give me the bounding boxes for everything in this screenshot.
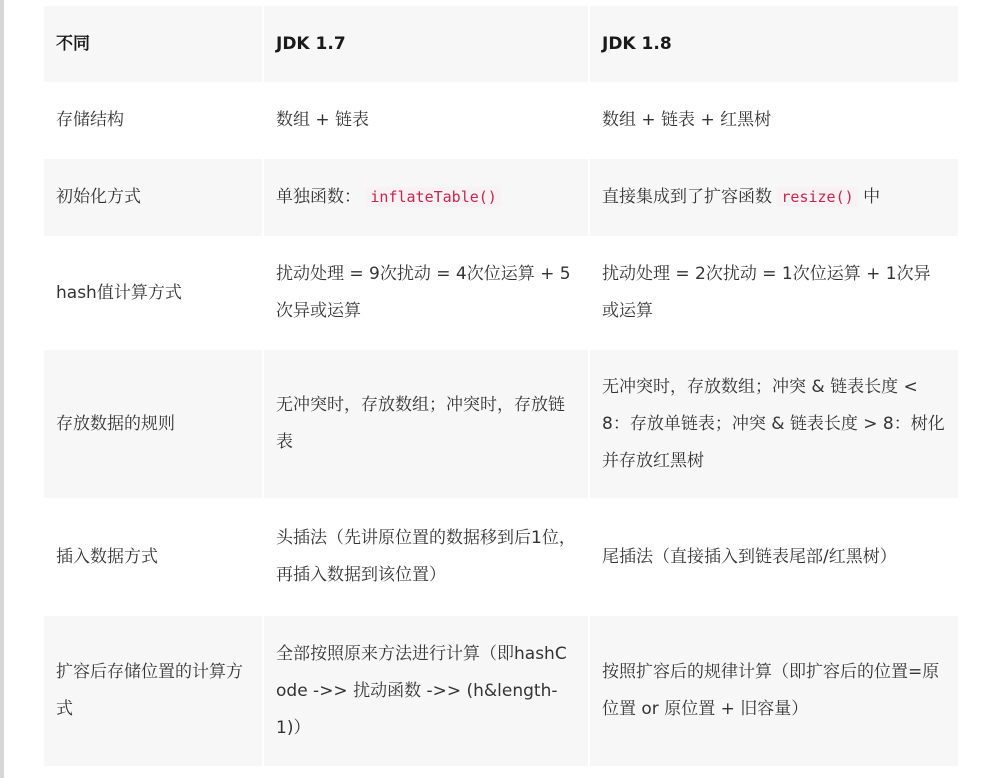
row-label: 插入数据方式 xyxy=(44,498,262,616)
cell-jdk18: 数组 + 链表 + 红黑树 xyxy=(588,82,958,159)
cell-jdk17: 全部按照原来方法进行计算（即hashCode ->> 扰动函数 ->> (h&length-1)） xyxy=(262,616,588,766)
inline-code: inflateTable() xyxy=(366,187,500,207)
table-header xyxy=(44,6,958,82)
table-row xyxy=(44,498,958,616)
table-row xyxy=(44,350,958,498)
header-jdk17: JDK 1.7 xyxy=(262,6,588,82)
cell-jdk18: 扰动处理 = 2次扰动 = 1次位运算 + 1次异或运算 xyxy=(588,236,958,350)
table-row xyxy=(44,82,958,159)
header-difference: 不同 xyxy=(44,6,262,82)
row-label: 扩容后存储位置的计算方式 xyxy=(44,616,262,766)
table-body xyxy=(44,82,958,766)
jdk-comparison-table xyxy=(44,6,958,766)
table-row xyxy=(44,159,958,236)
cell-jdk18: 无冲突时，存放数组；冲突 & 链表长度 < 8：存放单链表；冲突 & 链表长度 > 8：树化并存放红黑树 xyxy=(588,350,958,498)
cell-text: 中 xyxy=(863,187,881,207)
inline-code: resize() xyxy=(777,187,857,207)
cell-jdk17 xyxy=(262,159,588,236)
cell-jdk18 xyxy=(588,159,958,236)
cell-text: 单独函数： xyxy=(276,187,361,207)
cell-jdk17: 数组 + 链表 xyxy=(262,82,588,159)
left-scroll-rule xyxy=(0,0,4,778)
cell-jdk17: 无冲突时，存放数组；冲突时，存放链表 xyxy=(262,350,588,498)
row-label: hash值计算方式 xyxy=(44,236,262,350)
row-label: 初始化方式 xyxy=(44,159,262,236)
cell-jdk18: 尾插法（直接插入到链表尾部/红黑树） xyxy=(588,498,958,616)
cell-jdk17: 扰动处理 = 9次扰动 = 4次位运算 + 5次异或运算 xyxy=(262,236,588,350)
row-label: 存储结构 xyxy=(44,82,262,159)
cell-jdk18: 按照扩容后的规律计算（即扩容后的位置=原位置 or 原位置 + 旧容量） xyxy=(588,616,958,766)
header-jdk18: JDK 1.8 xyxy=(588,6,958,82)
table-row xyxy=(44,616,958,766)
cell-jdk17: 头插法（先讲原位置的数据移到后1位，再插入数据到该位置） xyxy=(262,498,588,616)
cell-text: 直接集成到了扩容函数 xyxy=(602,187,772,207)
row-label: 存放数据的规则 xyxy=(44,350,262,498)
table-row xyxy=(44,236,958,350)
header-row xyxy=(44,6,958,82)
